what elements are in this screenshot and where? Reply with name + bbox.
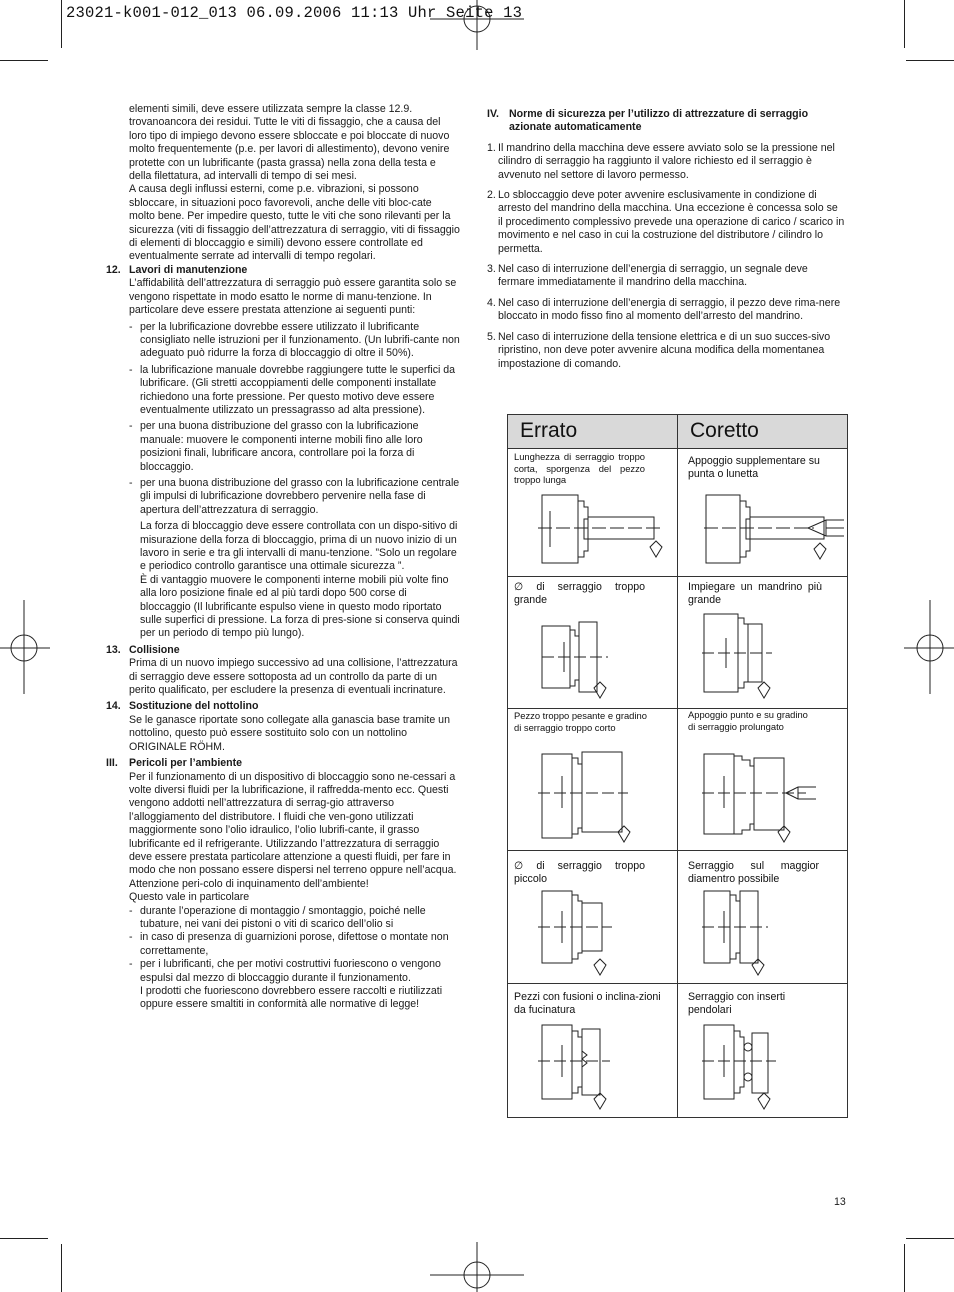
chuck-diagram-icon [702, 612, 842, 702]
section-number: III. [106, 757, 118, 770]
section-title: Sostituzione del nottolino [129, 700, 259, 713]
paragraph: Prima di un nuovo impiego successivo ad una collisione, l’attrezzatura di serraggio deve essere sottoposta ad un controllo da parte di un perito qualificato, per escludere la presenza di eventuali incrinature. [129, 657, 458, 697]
chuck-diagram-icon [704, 491, 844, 567]
paragraph: L’affidabilità dell’attrezzatura di serraggio può essere garantita solo se vengono rispettate in modo esatto le norme di manu-tenzione. In particolare deve essere prestata attenzione ai seguenti punti: [129, 277, 457, 317]
paragraph: A causa degli influssi esterni, come p.e. vibrazioni, si possono sbloccare, in situazioni poco favorevoli, anche delle viti bloc-cate molto bene. Per impedire questo, tutte le viti che sono rilevanti per la sicurezza (viti di fissaggio dell’attrezzatura di serraggio, viti di fissaggio di elementi di bloccaggio e simili) devono essere controllate ed eventualmente serrate ad intervalli di tempo regolari. [129, 183, 460, 263]
chuck-diagram-icon [538, 612, 668, 702]
section-13 [106, 644, 460, 698]
chuck-diagram-icon [702, 746, 842, 846]
caption-right: Appoggio supplementare su punta o lunetta [688, 455, 820, 481]
section-title: Norme di sicurezza per l’utilizzo di attrezzature di serraggio azionate automaticamente [509, 108, 809, 134]
item-number: 1. [487, 141, 496, 154]
item-text: Il mandrino della macchina deve essere avviato solo se la pressione nel cilindro di serraggio ha raggiunto il valore richiesto ed il serraggio è avvenuto nel settore di lavoro permesso. [498, 141, 835, 181]
section-number: 14. [106, 700, 121, 713]
item-number: 3. [487, 263, 496, 276]
section-iii [106, 757, 460, 1012]
chuck-diagram-icon [702, 889, 842, 979]
left-column [106, 103, 460, 1012]
chuck-diagram-icon [538, 1023, 668, 1111]
caption-wrong: Lunghezza di serraggio troppo corta, sporgenza del pezzo troppo lunga [514, 451, 645, 486]
section-number: IV. [487, 108, 499, 120]
paragraph: I prodotti che fuoriescono dovrebbero essere raccolti e riutilizzati oppure essere smaltiti in conformità alle normative di legge! [140, 985, 443, 1011]
registration-mark-top [430, 0, 524, 50]
caption-right: Serraggio sul maggior diamentro possibile [688, 860, 819, 886]
registration-mark-bottom [430, 1242, 524, 1292]
comparison-table [507, 414, 848, 1118]
list-item: - la lubrificazione manuale dovrebbe raggiungere tutte le superfici da lubrificare. (Gli stretti accoppiamenti delle componenti installate richiedono una forte pressione. Per questo motivo deve essere eventualmente utilizzato un pressagrasso ad alta pressione). [106, 364, 460, 418]
section-12 [106, 264, 460, 641]
section-number: 13. [106, 643, 121, 656]
crop-mark [0, 1238, 48, 1239]
caption-wrong: Pezzi con fusioni o inclina-zioni da fucinatura [514, 991, 661, 1017]
paragraph: È di vantaggio muovere le componenti interne mobili più volte fino alla loro posizione finale ed al più tardi dopo 500 corse di bloccaggio (Il lubrificante espulso viene in questo modo riportato sulle superfici di pressione. La forza di pres-sione si conserva quindi per un periodo di tempo più lungo). [140, 573, 460, 640]
section-title: Lavori di manutenzione [129, 263, 248, 276]
paragraph: La forza di bloccaggio deve essere controllata con un dispo-sitivo di misurazione della forza di bloccaggio, prima di un nuovo inizio di un lavoro in serie e tra gli intervalli di manu-tenzione. ”Solo un regolare e periodico controllo garantisce una ottimale sicurezza ”. [140, 520, 458, 573]
caption-wrong: ∅ di serraggio troppo grande [514, 581, 645, 607]
crop-mark [61, 0, 62, 48]
item-number: 2. [487, 189, 496, 202]
header-right: Coretto [690, 419, 759, 442]
caption-right: Appoggio punto e su gradino di serraggio prolungato [688, 709, 808, 732]
list-item: - per una buona distribuzione del grasso con la lubrificazione manuale: muovere le componenti interne mobili fino alle loro posizioni finali, lubrificare ancora, controllare poi la forza di bloccaggio. [106, 420, 460, 474]
section-iv-title [487, 108, 845, 135]
list-item: - per la lubrificazione dovrebbe essere utilizzato il lubrificante consigliato nelle istruzioni per il funzionamento. (Un lubrifi-cante non adeguato può ridurre la forza di bloccaggio di oltre il 50%). [106, 321, 460, 361]
print-header: 23021-k001-012_013 06.09.2006 11:13 Uhr Seite 13 [66, 4, 523, 22]
chuck-diagram-icon [702, 1023, 842, 1111]
numbered-item [487, 142, 845, 182]
item-text: Nel caso di interruzione dell’energia di serraggio, il pezzo deve rima-nere bloccato in modo fisso fino al momento dell’arresto del mandrino. [498, 296, 841, 323]
caption-right: Serraggio con inserti pendolari [688, 991, 786, 1017]
crop-mark [904, 0, 905, 48]
list-item: - per una buona distribuzione del grasso con la lubrificazione centrale gli impulsi di lubrificazione dovrebbero pervenire nella fase di apertura dell’attrezzatura di serraggio. [106, 477, 460, 517]
numbered-item [487, 331, 845, 371]
item-number: 5. [487, 330, 496, 343]
list-item: - in caso di presenza di guarnizioni porose, difettose o montate non correttamente, [106, 931, 460, 958]
numbered-item [487, 263, 845, 290]
paragraph: elementi simili, deve essere utilizzata sempre la classe 12.9. trovanoancora dei residui. Tutte le viti di fissaggio, che a causa del loro tipo di impiego devono essere sbloccate e poi bloccate di nuovo molto frequentemente (p.e. per lavori di allestimento), devono venire protette con un lubrificante (pasta grassa) nella zona della testa e della filettatura, ad intervalli di tempo di sei mesi. [129, 103, 450, 183]
header-wrong: Errato [520, 419, 578, 442]
numbered-item [487, 297, 845, 324]
item-text: Lo sbloccaggio deve poter avvenire esclusivamente in condizione di arresto del mandrino della macchina. Una eccezione è concessa solo se il procedimento complessivo prevede una operazione di carico / scarico in movimento e nel caso in cui la costruzione del distributore / cilindro lo permetta. [498, 189, 845, 255]
list-item: - per i lubrificanti, che per motivi costruttivi fuoriescono o vengono espulsi dal mezzo di bloccaggio durante il funzionamento. [106, 958, 460, 985]
section-title: Pericoli per l’ambiente [129, 757, 243, 770]
right-column [487, 108, 845, 371]
registration-mark-left [0, 600, 50, 694]
registration-mark-right [904, 600, 954, 694]
crop-mark [0, 60, 48, 61]
list-item: - durante l’operazione di montaggio / smontaggio, poiché nelle tubature, nei vani dei pistoni o viti di scarico dell’olio si [106, 905, 460, 932]
chuck-diagram-icon [538, 889, 668, 979]
item-text: Nel caso di interruzione dell’energia di serraggio, un segnale deve fermare immediatamente il mandrino della macchina. [498, 263, 808, 289]
section-title: Collisione [129, 643, 180, 656]
crop-mark [904, 1244, 905, 1292]
chuck-diagram-icon [538, 746, 668, 846]
paragraph: Per il funzionamento di un dispositivo di bloccaggio sono ne-cessari a volte diversi fluidi per la lubrificazione, il raffredda-mento ecc. Questi vengono addotti nell’attrezzatura di serrag-gio attraverso l’alloggiamento del distributore. I fluidi che ven-gono utilizzati maggiormente sono l’olio idraulico, l’olio lubrifi-cante, il grasso lubrificante ed il refrigerante. Utilizzando l’attrezzatura di serraggio deve essere prestata particolare attenzione a questi fluidi, per fare in modo che non possano essere dispersi nel terreno oppure nell’acqua. Attenzione peri-colo di inquinamento dell’ambiente! [129, 770, 457, 890]
paragraph: Se le ganasce riportate sono collegate alla ganascia base tramite un nottolino, questo può essere sostituito solo con un nottolino ORIGINALE RÖHM. [129, 713, 450, 753]
section-number: 12. [106, 263, 121, 276]
page-number: 13 [834, 1196, 846, 1208]
numbered-item [487, 189, 845, 256]
crop-mark [906, 60, 954, 61]
section-14 [106, 700, 460, 754]
crop-mark [906, 1238, 954, 1239]
chuck-diagram-icon [538, 491, 668, 567]
crop-mark [61, 1244, 62, 1292]
caption-wrong: ∅ di serraggio troppo piccolo [514, 860, 645, 886]
caption-wrong: Pezzo troppo pesante e gradino di serraggio troppo corto [514, 710, 647, 733]
item-text: Nel caso di interruzione della tensione elettrica e di un suo succes-sivo ripristino, non deve poter avvenire alcuna modifica della momentanea impostazione di comando. [498, 330, 831, 370]
caption-right: Impiegare un mandrino più grande [688, 581, 822, 607]
item-number: 4. [487, 296, 496, 309]
paragraph: Questo vale in particolare [129, 891, 250, 904]
